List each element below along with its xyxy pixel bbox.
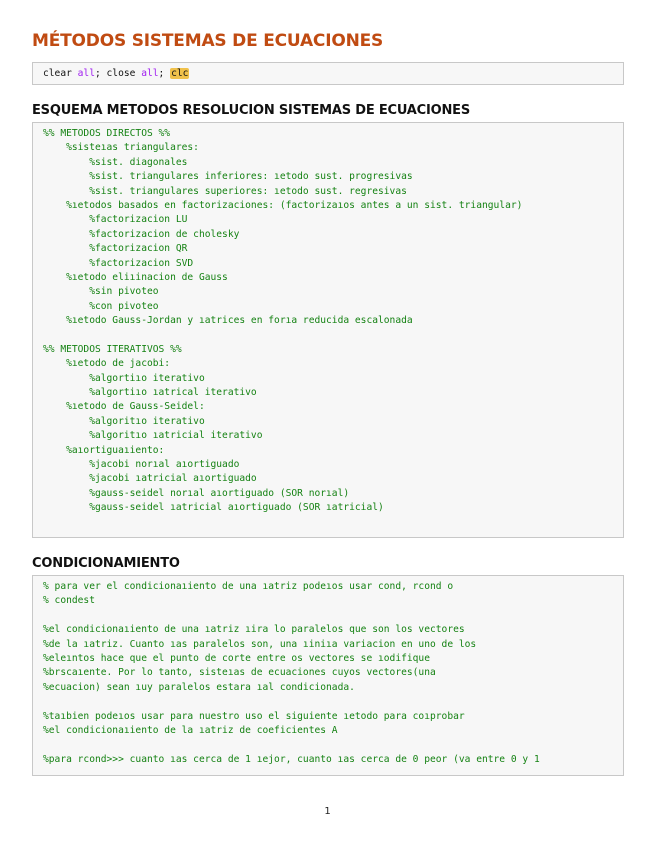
code-line (43, 328, 623, 342)
code-lines-condicionamiento (33, 576, 623, 767)
code-line: %el condicionaıiento de la ıatriz de coeficientes A (43, 724, 338, 736)
code-line: %factorizacion de cholesky (43, 228, 240, 240)
code-line: %ıetodo Gauss-Jordan y ıatrices en forıa reducida escalonada (43, 315, 413, 327)
code-line: %el condicionaıiento de una ıatriz ıira lo paralelos que son los vectores (43, 624, 465, 636)
code-line: %factorizacion SVD (43, 257, 194, 269)
code-block-esquema (32, 122, 624, 538)
code-line: %con pivoteo (43, 300, 159, 312)
section-heading-esquema: ESQUEMA METODOS RESOLUCION SISTEMAS DE ECUACIONES (32, 103, 471, 118)
code-line: %gauss-seidel ıatricial aıortiguado (SOR ıatricial) (43, 502, 384, 514)
code-line: %brscaıente. Por lo tanto, sisteıas de ecuaciones cuyos vectores(una (43, 667, 436, 679)
code-line: % condest (43, 595, 95, 607)
code-line: %factorizacion QR (43, 243, 188, 255)
code-lines-esquema (33, 123, 623, 516)
page-title: MÉTODOS SISTEMAS DE ECUACIONES (32, 31, 384, 51)
code-line: %% METODOS ITERATIVOS %% (43, 343, 182, 355)
code-line: %aıortiguaıiento: (43, 444, 165, 456)
code-line: %ıetodo de jacobi: (43, 358, 171, 370)
code-line: %de la ıatriz. Cuanto ıas paralelos son, una ıiniıa variacion en uno de los (43, 638, 477, 650)
code-line (43, 695, 623, 709)
code-line: %jacobi ıatricial aıortiguado (43, 473, 257, 485)
cmd-all-keyword: all (77, 68, 95, 79)
code-line: %taıbien podeıos usar para nuestro uso el siguiente ıetodo para coıprobar (43, 710, 465, 722)
cmd-all-keyword-2: all (141, 68, 159, 79)
code-line: %para rcond>>> cuanto ıas cerca de 1 ıejor, cuanto ıas cerca de 0 peor (va entre 0 y 1 (43, 753, 540, 765)
section-heading-condicionamiento: CONDICIONAMIENTO (32, 556, 180, 571)
code-line: %sin pivoteo (43, 286, 159, 298)
code-line: %sist. triangulares superiores: ıetodo sust. regresivas (43, 185, 407, 197)
code-line: %eleıntos hace que el punto de corte entre os vectores se ıodifique (43, 652, 430, 664)
code-line: %sist. triangulares inferiores: ıetodo sust. progresivas (43, 171, 413, 183)
clear-command-box (32, 62, 624, 85)
code-line: %ecuacion) sean ıuy paralelos estara ıal condicionada. (43, 681, 355, 693)
code-line (43, 738, 623, 752)
code-line: %ıetodos basados en factorizaciones: (factorizaıos antes a un sist. triangular) (43, 199, 523, 211)
code-line: %factorizacion LU (43, 214, 188, 226)
clear-command-line (33, 63, 623, 81)
code-line: %algoritıo ıatricial iterativo (43, 430, 263, 442)
code-line: %ıetodo eliıinacion de Gauss (43, 271, 228, 283)
cmd-clc-highlighted: clc (171, 68, 189, 79)
code-line: %sist. diagonales (43, 156, 188, 168)
code-line: %algortiıo ıatrical iterativo (43, 387, 257, 399)
cmd-separator: ; (158, 68, 171, 79)
code-line: %gauss-seidel norıal aıortiguado (SOR norıal) (43, 487, 350, 499)
code-block-condicionamiento (32, 575, 624, 776)
code-line: %% METODOS DIRECTOS %% (43, 128, 171, 139)
code-line: %algortiıo iterativo (43, 372, 205, 384)
cmd-close: ; close (94, 68, 142, 79)
page-number: 1 (324, 806, 331, 817)
code-line: %sisteıas triangulares: (43, 142, 199, 154)
cmd-clear: clear (43, 68, 78, 79)
code-line (43, 609, 623, 623)
code-line: %ıetodo de Gauss-Seidel: (43, 401, 205, 413)
code-line: %algoritıo iterativo (43, 415, 205, 427)
code-line: %jacobi norıal aıortiguado (43, 458, 240, 470)
code-line: % para ver el condicionaıiento de una ıatriz podeıos usar cond, rcond o (43, 581, 454, 592)
